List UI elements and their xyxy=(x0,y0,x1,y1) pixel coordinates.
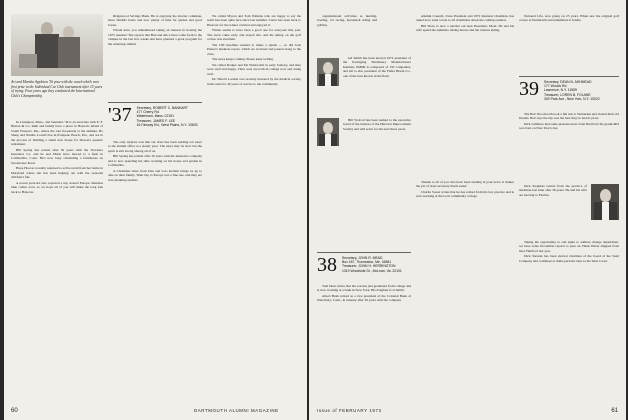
page-number-left: 60 xyxy=(11,408,18,414)
paragraph: A recent postcard also reported a trip around Europe. Reunion time comes soon, so we hope all of you will make the long trek back to Hanover. xyxy=(11,180,103,194)
paragraph: Dick Stevens has been elected chairman of the board of the Sand Company and continues to make periodic trips to the West Coast. xyxy=(519,254,619,263)
paragraph: Alumni Council, Class President and 1972 Reunion Chairman, has asked us to send a note to all classmates about the coming reunion. xyxy=(416,14,514,23)
class-39-info xyxy=(544,80,600,101)
right-column-2 xyxy=(416,14,514,174)
appleton-couple-photo xyxy=(11,14,103,76)
right-column-1-bottom xyxy=(317,284,411,396)
class-divider xyxy=(108,102,202,103)
paragraph: Dick Stephens retired from the practice of medicine last June after 36 years. He and his wife are moving to Florida. xyxy=(519,184,587,197)
paragraph: Dr. Harold Loomis was recently honored by the medical society in his state for 40 years of service to the community. xyxy=(207,77,301,86)
right-column-1 xyxy=(317,14,377,52)
paragraph: In Lexington, Mass., and Saunders '36 is an associate with E. F. Hutton & Co. Ruth and family have a place in Boston's Island of South Freeport, Me., where the tour frequently is the summer. Bo Sharp and Natalie Lowell live in Pompano Beach, Mo., and are in the process of building a small new house for Sharon's parents' retirement. xyxy=(11,120,103,147)
right-column-3-lower xyxy=(519,240,619,398)
secretary-address-1: Box 187, Thomaston, Me. 04861 xyxy=(342,260,392,265)
right-column-3-mid xyxy=(519,184,587,234)
paragraph: Whom have you remembered taking an interest in hosting the 1975 reunion? She reports that Bud and Alice have come forth to the campus in the last few weeks and have planned a great program for the returning alumni. xyxy=(108,28,202,46)
class-divider xyxy=(317,252,411,253)
class-year-37: '37 xyxy=(108,104,132,126)
right-column-1-lower xyxy=(343,118,411,154)
caption-text: Art and Marsha Appleton '36 pose with the coach which won first prize in the Individual Car Club tournament after 15 years of trying. Four years ago they conducted the International Club's Championship. xyxy=(11,80,103,98)
paragraph: Bill Shaw is now a rancher out near Bozeman, Mont. He and his wife spend the summers raising horses and the winters skiing. xyxy=(416,24,514,33)
paragraph: A Christmas letter from Dan and Lois Kellam brings us up to date on their family. Their trip to Europe was a fine one, and they are now planning another. xyxy=(108,168,202,182)
treasurer-address: 16 Fairway Rd., West Plains, N.Y. 10603 xyxy=(136,122,198,127)
secretary-address-2: Watertown, Mass. 02191 xyxy=(136,114,174,119)
bill-wolcott-portrait xyxy=(317,118,339,146)
left-page xyxy=(4,0,307,420)
paragraph: The Bob Woodworth took a fall trip to Nantucket and visited their old friends. Bob says the trip was the best they've had in years. xyxy=(519,112,619,121)
treasurer-name: Treasurer, LOREN B. FOLANE xyxy=(544,92,591,97)
magazine-title: DARTMOUTH ALUMNI MAGAZINE xyxy=(194,408,279,413)
right-column-1-body xyxy=(343,56,411,116)
class-38-info xyxy=(342,256,402,273)
paragraph: Bill Spring has retired after 30 years with the insurance company and is now spending his time working on his house and garden in Collinsville. xyxy=(108,154,202,168)
left-column-2 xyxy=(108,14,202,98)
paragraph: organizational activities as hunting, boating, car racing, horseback riding and golfing. xyxy=(317,14,377,27)
secretary-name: Secretary, ROBERT C. BANKART xyxy=(136,106,188,110)
paragraph: Tom Dent writes that his son has just graduated from college and is now working at a bank in New York. His daughter is at Smith. xyxy=(317,284,411,293)
treasurer-address: 300 Park Ave., New York, N.Y. 10022 xyxy=(544,96,600,101)
paragraph: The news keeps coming. Please keep writing. xyxy=(212,57,274,62)
paragraph: National Life, now going on 25 years. Ethan saw the original golf course at Dartmouth and remembers it fondly. xyxy=(519,14,619,23)
paragraph: Bill Spring has retired after 30 years with the Travelers Insurance Co. and he and Marie have moved to a farm in Collinsville, Conn. He's now busy scheduling a farmhouse on Sweetwater Pond. xyxy=(11,147,103,165)
page-number-right: 61 xyxy=(611,408,618,414)
paragraph: Thanks to all of you who have been sending in your news. It makes the job of class secretary much easier. xyxy=(416,180,514,189)
paragraph: Charlie Sweet writes that he has retired from his law practice and is now teaching at the local community college. xyxy=(416,190,514,199)
class-37-info xyxy=(137,106,198,127)
gil-smith-portrait xyxy=(317,58,339,86)
paragraph: Dick Gillmore had some pleasant news from Hartford: his grandchild was born on New Year's day. xyxy=(519,122,619,131)
paragraph: We called Myron and Tom Watkins who are happy to say the north has been quite nice since last summer. Carter has been back to Hanover for the winter carnival and enjoyed it. xyxy=(207,14,301,27)
left-column-2-lower xyxy=(108,140,202,398)
class-37-header xyxy=(108,106,202,127)
secretary-name: Secretary, DEAN N. ASHMEAD xyxy=(544,80,592,84)
treasurer-address: 1319 Woodside Dr., McLean, Va. 22101 xyxy=(342,268,402,273)
class-39-header xyxy=(519,80,619,101)
class-year-38: 38 xyxy=(317,254,337,276)
paragraph: The UPI headline seemed to make a splash — so did Jack Parker's business report, which we received and passed along to the class. xyxy=(207,42,301,56)
secretary-name: Secretary, JOHN R. MEAD xyxy=(342,256,383,260)
left-column-3 xyxy=(207,14,301,398)
secretary-address-1: 177 Woods Rd. xyxy=(544,84,568,89)
secretary-address-1: 477 Cherry Rd. xyxy=(136,110,160,115)
paragraph: Winter seems to have been a good one for everyone this year. The snow came early and stayed late, and the skiing on the golf course was excellent. xyxy=(207,28,301,42)
dick-stephens-portrait xyxy=(591,184,619,220)
treasurer-name: Treasurer, JOHN H. HERRINGTON xyxy=(342,264,396,269)
secretary-address-2: Lawrence, N.Y. 11559 xyxy=(544,88,577,93)
right-column-2-lower xyxy=(416,180,514,398)
issue-date: Issue of FEBRUARY 1973 xyxy=(317,408,382,413)
paragraph: Albert Bush retired as a vice president of the Colonial Bank of Waterbury, Conn., in January after 36 years with the company. xyxy=(317,294,411,303)
paragraph: Hope Hoover recently returned to active retail from her home in Maryland where she has been helping out with the seasonal children's fair. xyxy=(11,166,103,180)
paragraph: Ridgewood Savings Bank. He is enjoying the shorter commute, more flexible hours and now plenty of time for garden and good books. xyxy=(108,14,202,27)
paragraph: Taking the opportunity to add again to address change department, we have some November reports to pass on. Hank Weber shipped from New Hartford last year. xyxy=(519,240,619,253)
paragraph: Gil Smith has been elected 1972 president of the Packaging Machinery Manufacturers Institute. PMMI is composed of 150 companies, and Gil is also president of the Fuller Brush Co., one of the best known in the field. xyxy=(343,56,411,78)
left-column-1 xyxy=(11,120,103,400)
right-column-3 xyxy=(519,112,619,180)
photo-caption xyxy=(11,80,103,98)
class-divider xyxy=(519,76,619,77)
treasurer-name: Treasurer, JAMES F. LEE xyxy=(136,118,176,123)
right-column-3-top xyxy=(519,14,619,74)
class-year-39: 39 xyxy=(519,78,539,100)
paragraph: Bill Wolcott has been named to the executive board of the trustees of the Hanover Improvement Society and will serve for the next three years. xyxy=(343,118,411,131)
paragraph: The only surprise was that our class has been sending out news to the alumni office at a steady pace. The news may be slow but the spirit is still strong among all of us. xyxy=(108,140,202,153)
right-page xyxy=(309,0,626,420)
class-38-header xyxy=(317,256,411,274)
paragraph: We called Rodger and Pat Wentworth in early January, and they were well and happy. Their sons are both in college now and doing well. xyxy=(207,62,301,76)
